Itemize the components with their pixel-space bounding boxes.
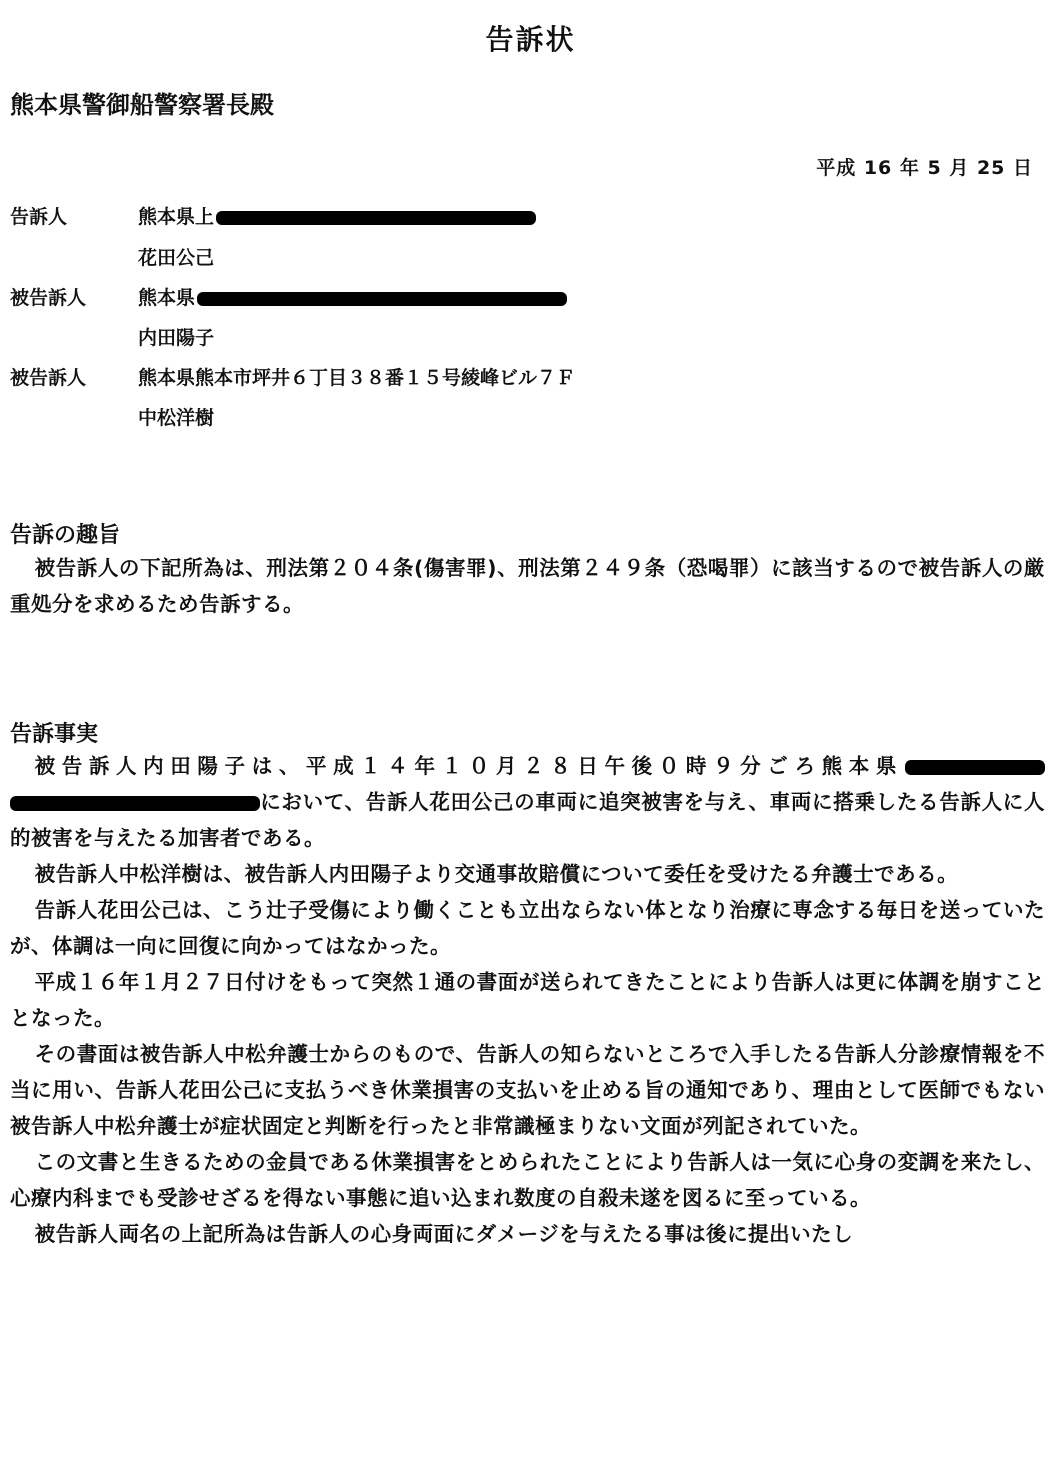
facts-paragraph-4: 平成１６年１月２７日付けをもって突然１通の書面が送られてきたことにより告訴人は更に体調を崩すこととなった。 bbox=[10, 970, 1045, 1030]
facts-paragraph-1-end: において、告訴人花田公己の車両に追突被害を与え、車両に搭乗したる告訴人に人的被害を与えたる加害者である。 bbox=[10, 790, 1045, 850]
facts-paragraph-1 bbox=[10, 748, 1045, 856]
party-label-complainant: 告訴人 bbox=[10, 206, 68, 228]
section-heading-facts: 告訴事実 bbox=[10, 722, 99, 747]
party-name-complainant: 花田公己 bbox=[138, 247, 215, 269]
purpose-paragraph: 被告訴人の下記所為は、刑法第２０４条(傷害罪)、刑法第２４９条（恐喝罪）に該当するので被告訴人の厳重処分を求めるため告訴する。 bbox=[10, 556, 1045, 616]
purpose-body bbox=[10, 550, 1045, 622]
party-name-accused-1: 内田陽子 bbox=[138, 327, 215, 349]
facts-paragraph-1-start: 被告訴人内田陽子は、平成１４年１０月２８日午後０時９分ごろ熊本県 bbox=[34, 754, 903, 778]
party-label-accused-2: 被告訴人 bbox=[10, 367, 87, 389]
addressee: 熊本県警御船警察署長殿 bbox=[10, 91, 274, 119]
redaction-mark bbox=[905, 760, 1045, 775]
section-heading-purpose: 告訴の趣旨 bbox=[10, 523, 121, 548]
address-text: 熊本県上 bbox=[138, 206, 215, 228]
party-name-accused-2: 中松洋樹 bbox=[138, 407, 215, 429]
party-address-accused-2: 熊本県熊本市坪井６丁目３８番１５号綾峰ビル７Ｆ bbox=[138, 367, 576, 389]
redaction-mark bbox=[216, 211, 536, 225]
facts-paragraph-5: その書面は被告訴人中松弁護士からのもので、告訴人の知らないところで入手したる告訴人分診療情報を不当に用い、告訴人花田公己に支払うべき休業損害の支払いを止める旨の通知であり、理由として医師でもない被告訴人中松弁護士が症状固定と判断を行ったと非常識極まりない文面が列記されていた。 bbox=[10, 1042, 1045, 1138]
facts-paragraph-7: 被告訴人両名の上記所為は告訴人の心身両面にダメージを与えたる事は後に提出いたし bbox=[34, 1222, 854, 1246]
facts-body bbox=[10, 748, 1045, 1252]
party-address-accused-1 bbox=[138, 283, 567, 310]
facts-paragraph-2: 被告訴人中松洋樹は、被告訴人内田陽子より交通事故賠償について委任を受けたる弁護士である。 bbox=[34, 862, 959, 886]
document-title: 告訴状 bbox=[485, 23, 576, 56]
redaction-mark bbox=[10, 796, 260, 811]
facts-paragraph-3: 告訴人花田公己は、こう辻子受傷により働くことも立出ならない体となり治療に専念する毎日を送っていたが、体調は一向に回復に向かってはなかった。 bbox=[10, 898, 1045, 958]
redaction-mark bbox=[197, 292, 567, 306]
facts-paragraph-6: この文書と生きるための金員である休業損害をとめられたことにより告訴人は一気に心身の変調を来たし、心療内科までも受診せざるを得ない事態に追い込まれ数度の自殺未遂を図るに至っている。 bbox=[10, 1150, 1045, 1210]
party-address-complainant bbox=[138, 202, 536, 229]
document-date: 平成 16 年 5 月 25 日 bbox=[816, 157, 1033, 179]
address-text: 熊本県 bbox=[138, 287, 196, 309]
party-label-accused-1: 被告訴人 bbox=[10, 287, 87, 309]
